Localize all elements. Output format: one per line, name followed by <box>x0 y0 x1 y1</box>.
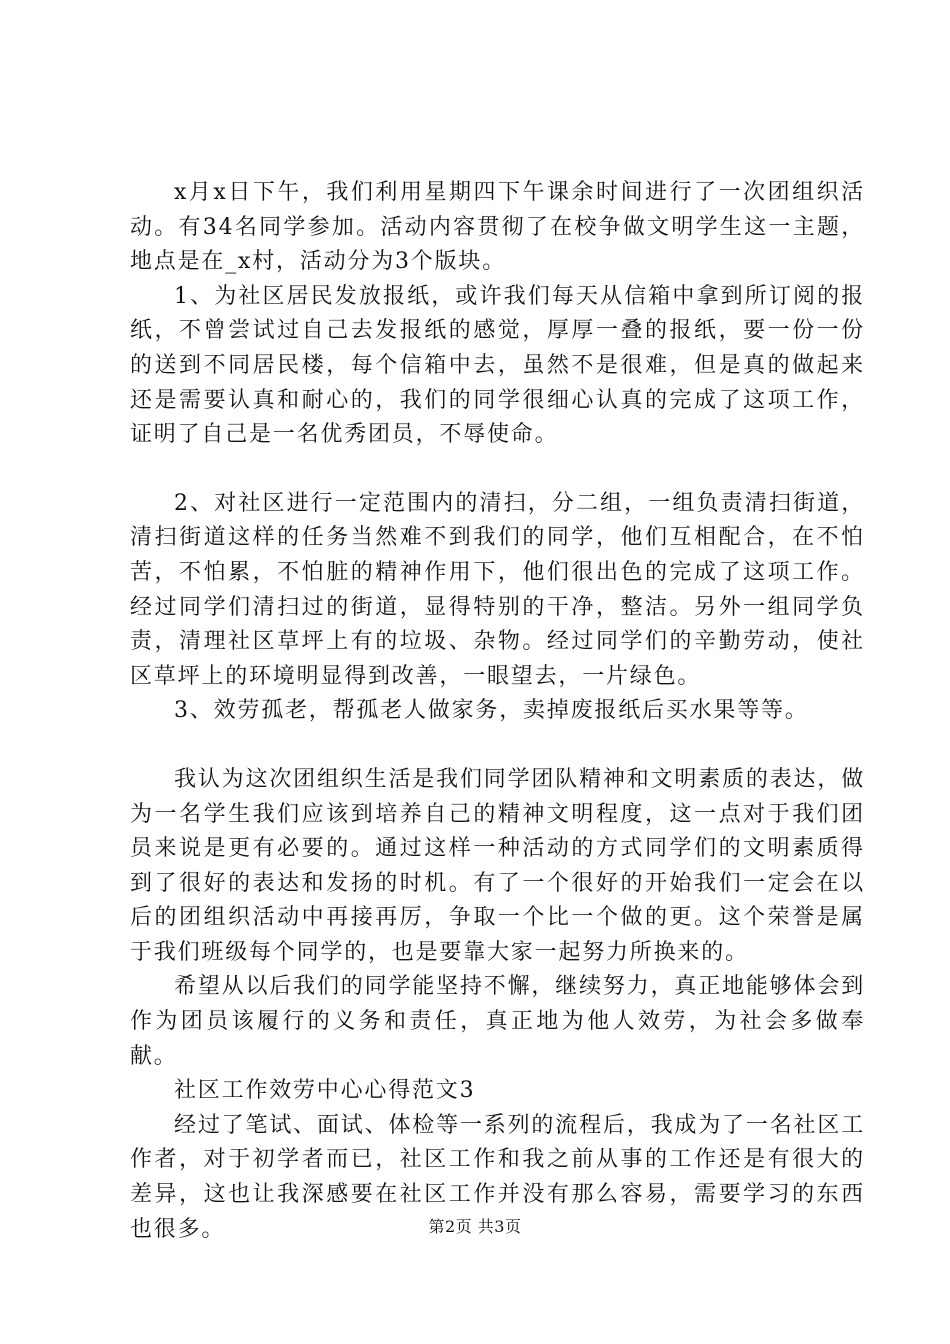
section-heading: 社区工作效劳中心心得范文3 <box>174 1078 476 1104</box>
paragraph-community-worker: 经过了笔试、面试、体检等一系列的流程后，我成为了一名社区工作者，对于初学者而已，社区工作和我之前从事的工作还是有很大的差异，这也让我深感要在社区工作并没有那么容易，需要学习的东西也很多。 <box>130 1112 865 1242</box>
page-number-footer: 第2页 共3页 <box>428 1217 522 1236</box>
paragraph-reflection: 我认为这次团组织生活是我们同学团队精神和文明素质的表达，做为一名学生我们应该到培养自己的精神文明程度，这一点对于我们团员来说是更有必要的。通过这样一种活动的方式同学们的文明素质得到了很好的表达和发扬的时机。有了一个很好的开始我们一定会在以后的团组织活动中再接再厉，争取一个比一个做的更。这个荣誉是属于我们班级每个同学的，也是要靠大家一起努力所换来的。 <box>130 766 865 965</box>
document-body <box>130 176 865 1247</box>
paragraph-hope: 希望从以后我们的同学能坚持不懈，继续努力，真正地能够体会到作为团员该履行的义务和责任，真正地为他人效劳，为社会多做奉献。 <box>130 974 865 1069</box>
paragraph-item-3-elderly: 3、效劳孤老，帮孤老人做家务，卖掉废报纸后买水果等等。 <box>174 698 809 724</box>
paragraph-gap <box>130 729 865 763</box>
paragraph-item-1-newspapers: 1、为社区居民发放报纸，或许我们每天从信箱中拿到所订阅的报纸，不曾尝试过自己去发报纸的感觉，厚厚一叠的报纸，要一份一份的送到不同居民楼，每个信箱中去，虽然不是很难，但是真的做起来还是需要认真和耐心的，我们的同学很细心认真的完成了这项工作，证明了自己是一名优秀团员，不辱使命。 <box>130 283 865 448</box>
paragraph-gap <box>130 453 865 487</box>
paragraph-activity-intro: x月x日下午，我们利用星期四下午课余时间进行了一次团组织活动。有34名同学参加。活动内容贯彻了在校争做文明学生这一主题，地点是在_x村，活动分为3个版块。 <box>130 180 865 275</box>
paragraph-item-2-cleaning: 2、对社区进行一定范围内的清扫，分二组，一组负责清扫街道，清扫街道这样的任务当然难不到我们的同学，他们互相配合，在不怕苦，不怕累，不怕脏的精神作用下，他们很出色的完成了这项工作。经过同学们清扫过的街道，显得特别的干净，整洁。另外一组同学负责，清理社区草坪上有的垃圾、杂物。经过同学们的辛勤劳动，使社区草坪上的环境明显得到改善，一眼望去，一片绿色。 <box>130 490 865 689</box>
